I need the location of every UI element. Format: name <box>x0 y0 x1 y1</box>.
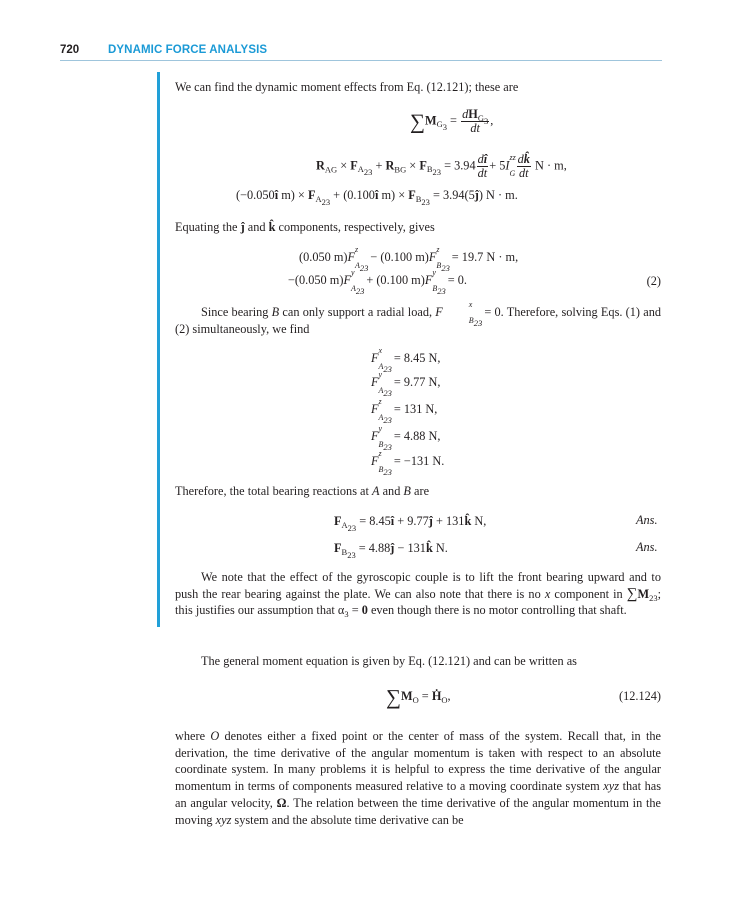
solution-FxA23: F x $A_{23}$ = 8.45 N, <box>371 346 441 374</box>
solution-FyB23: F y $B_{23}$ = 4.88 N, <box>371 424 441 452</box>
example-sidebar-rule <box>157 72 160 627</box>
solution-FzB23: F z $B_{23}$ = −131 N. <box>371 449 445 477</box>
equation-reaction-A: $F_{A_{23}}$ = 8.45î + 9.77ĵ + 131k̂ N, <box>334 514 487 533</box>
equation-bearing-moments: $R_{AG} \times F_{A_{23}} + R_{BG} \times F_{B_{23}} = 3.94$ $\frac{dî}{dt}$ + 5I zz G $\frac{dk̂}{dt}$ N · m, <box>316 152 567 180</box>
equation-tag-2: (2) <box>646 274 661 288</box>
equation-numeric-moments: (−0.050î $m) \times F_{A_{23}}$ + (0.100î $m) \times F_{B_{23}}$ = 3.94(5ĵ) N · m. <box>236 188 518 207</box>
equation-moment-sum: $\sum M_{G_3}$ = $dH_{G_3}$ dt , <box>410 107 494 135</box>
paragraph-dynamic-moment: We can find the dynamic moment effects from Eq. (12.121); these are <box>175 80 519 94</box>
paragraph-total-reactions: Therefore, the total bearing reactions at A and B are <box>175 484 430 498</box>
paragraph-radial-load: Since bearing B can only support a radial load, F x $B_{23}$ = 0. Therefore, solving Eqs. (1) and (2) simultaneously, we find <box>175 300 661 336</box>
solution-FzA23: F z $A_{23}$ = 131 N, <box>371 397 438 425</box>
equation-reaction-B: $F_{B_{23}}$ = 4.88ĵ − 131k̂ N. <box>334 541 448 560</box>
equation-general-moment: $\sum M_O$ = Ḣ$_O$, <box>386 685 451 709</box>
answer-label-A: Ans. <box>636 513 658 527</box>
answer-label-B: Ans. <box>636 540 658 554</box>
running-head-title: DYNAMIC FORCE ANALYSIS <box>108 44 268 56</box>
paragraph-derivation: where O denotes either a fixed point or the center of mass of the system. Recall that, in the derivation, the time derivative of the angular momentum is taken with respect to an absolute coordinate system. In many problems it is helpful to express the time derivative of the angular momentum in terms of components measured relative to a moving coordinate system xyz that has an angular velocity, Ω. The relation between the time derivative of the angular momentum in the moving xyz system and the absolute time derivative can be <box>175 729 661 827</box>
paragraph-general-moment: The general moment equation is given by Eq. (12.121) and can be written as <box>201 654 577 668</box>
solution-FyA23: F y $A_{23}$ = 9.77 N, <box>371 370 441 398</box>
paragraph-gyroscopic-note: We note that the effect of the gyroscopic couple is to lift the front bearing upward and to push the rear bearing against the plate. We can also note that there is no x component in $\sum M_{23}$; this justifies our assumption that $\alpha_3 = 0$ even though there is no motor controlling that shaft. <box>175 570 661 620</box>
paragraph-equating-components: Equating the ĵ and k̂ components, respectively, gives <box>175 220 435 234</box>
equation-k-component: −(0.050 m)F y $A_{23}$ + (0.100 m)F y $B_{23}$ = 0. <box>288 268 467 296</box>
running-header <box>60 44 662 61</box>
page-number: 720 <box>60 44 80 56</box>
equation-tag-12-124: (12.124) <box>618 689 661 703</box>
equation-j-component: (0.050 m)F z $A_{23}$ − (0.100 m)F z $B_{23}$ = 19.7 N · m, <box>299 245 519 273</box>
